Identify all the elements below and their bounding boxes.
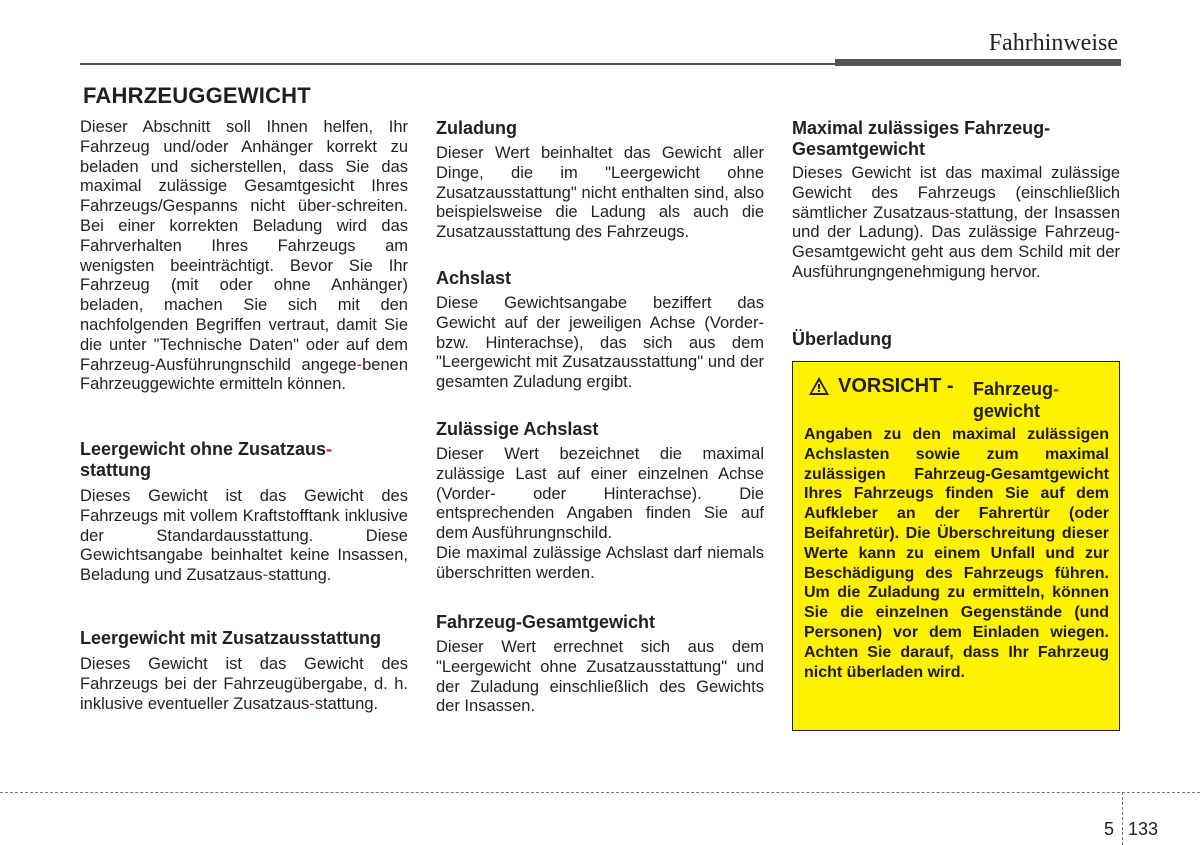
max-gesamtgewicht-title: Maximal zulässiges Fahrzeug- Gesamtgewicht <box>792 118 1051 159</box>
zuladung-text: Dieser Wert beinhaltet das Gewicht aller Dinge, die im "Leergewicht ohne Zusatzausstattung" nicht enthalten sind, also beispielsweise die Ladung als auch die Zusatzausstattung des Fahrzeugs. <box>436 144 764 242</box>
gesamtgewicht-title: Fahrzeug-Gesamtgewicht <box>436 612 656 632</box>
page-number: 133 <box>1128 819 1159 839</box>
caution-box <box>792 361 1120 731</box>
zulaessige-achslast-title: Zulässige Achslast <box>436 419 599 439</box>
intro-paragraph: Dieser Abschnitt soll Ihnen helfen, Ihr Fahrzeug und/oder Anhänger korrekt zu beladen und sicherstellen, dass Sie das maximal zulässige Gesamtgesicht Ihres Fahrzeugs/Gespanns nicht über-schreiten. Bei einer korrekten Beladung wird das Fahrverhalten Ihres Fahrzeugs am wenigsten beeinträchtigt. Bevor Sie Ihr Fahrzeug (mit oder ohne Anhänger) beladen, machen Sie sich mit den nachfolgenden Begriffen vertraut, damit Sie die unter "Technische Daten" oder auf dem Fahrzeug-Ausführungnschild angege-benen Fahrzeuggewichte ermitteln können. <box>80 118 408 394</box>
caution-topic-line2: gewicht <box>973 401 1041 421</box>
gesamtgewicht-section <box>436 612 764 717</box>
leergewicht-ohne-title: Leergewicht ohne Zusatzaus- stattung <box>80 439 333 480</box>
zuladung-title: Zuladung <box>436 118 517 138</box>
caution-topic: Fahrzeug- <box>973 379 1060 399</box>
zulaessige-achslast-text: Dieser Wert bezeichnet die maximal zulässige Last auf einer einzelnen Achse (Vorder- oder Hinterachse). Die entsprechenden Angaben finden Sie auf dem Ausführungnschild. <box>436 445 764 543</box>
zulaessige-achslast-note: Die maximal zulässige Achslast darf niemals überschritten werden. <box>436 543 764 582</box>
leergewicht-mit-section <box>80 628 408 714</box>
leergewicht-mit-title: Leergewicht mit Zusatzausstattung <box>80 628 382 648</box>
achslast-section <box>436 268 764 393</box>
page-separator <box>1122 792 1123 845</box>
header-rule <box>80 63 835 65</box>
max-gesamtgewicht-text: Dieses Gewicht ist das maximal zulässige Gewicht des Fahrzeugs (einschließlich sämtlicher Zusatzaus-stattung, der Insassen und der Ladung). Das zulässige Fahrzeug-Gesamtgewicht geht aus dem Schild mit der Ausführungngenehmigung hervor. <box>792 164 1120 281</box>
gesamtgewicht-text: Dieser Wert errechnet sich aus dem "Leergewicht ohne Zusatzausstattung" und der Zuladung einschließlich des Gewichts der Insassen. <box>436 638 764 716</box>
caution-body: Angaben zu den maximal zulässigen Achslasten sowie zum maximal zulässigen Fahrzeug-Gesamtgewicht Ihres Fahrzeugs finden Sie auf dem Aufkleber an der Fahrertür (oder Beifahretür). Die Überschreitung dieser Werte kann zu einem Unfall und zur Beschädigung des Fahrzeugs führen. Um die Zuladung zu ermitteln, können Sie die einzelnen Gegenstände (und Personen) vor dem Einladen wiegen. Achten Sie darauf, dass Ihr Fahrzeug nicht überladen wird. <box>804 426 1109 681</box>
header-rule-thick <box>835 59 1121 66</box>
leergewicht-ohne-text: Dieses Gewicht ist das Gewicht des Fahrzeugs mit vollem Kraftstofftank inklusive der Standardausstattung. Diese Gewichtsangabe beinhaltet keine Insassen, Beladung und Zusatzaus-stattung. <box>80 487 408 585</box>
chapter-number: 5 <box>1103 819 1114 839</box>
max-gesamtgewicht-section <box>792 118 1120 283</box>
achslast-text: Diese Gewichtsangabe beziffert das Gewicht auf der jeweiligen Achse (Vorder- bzw. Hinterachse), das sich aus dem "Leergewicht mit Zusatzausstattung" und der gesamten Zuladung ergibt. <box>436 294 764 392</box>
ueberladung-title: Überladung <box>792 329 893 349</box>
leergewicht-ohne-section <box>80 439 408 586</box>
footer-rule <box>0 792 1200 793</box>
warning-triangle-icon <box>808 376 830 396</box>
caution-signal-word: VORSICHT - <box>838 375 954 397</box>
zulaessige-achslast-section <box>436 419 764 584</box>
section-title: FAHRZEUGGEWICHT <box>83 83 311 108</box>
achslast-title: Achslast <box>436 268 512 288</box>
header-title: Fahrhinweise <box>988 30 1118 56</box>
ueberladung-section <box>792 329 1120 350</box>
leergewicht-mit-text: Dieses Gewicht ist das Gewicht des Fahrzeugs bei der Fahrzeugübergabe, d. h. inklusive eventueller Zusatzaus-stattung. <box>80 655 408 713</box>
zuladung-section <box>436 118 764 243</box>
